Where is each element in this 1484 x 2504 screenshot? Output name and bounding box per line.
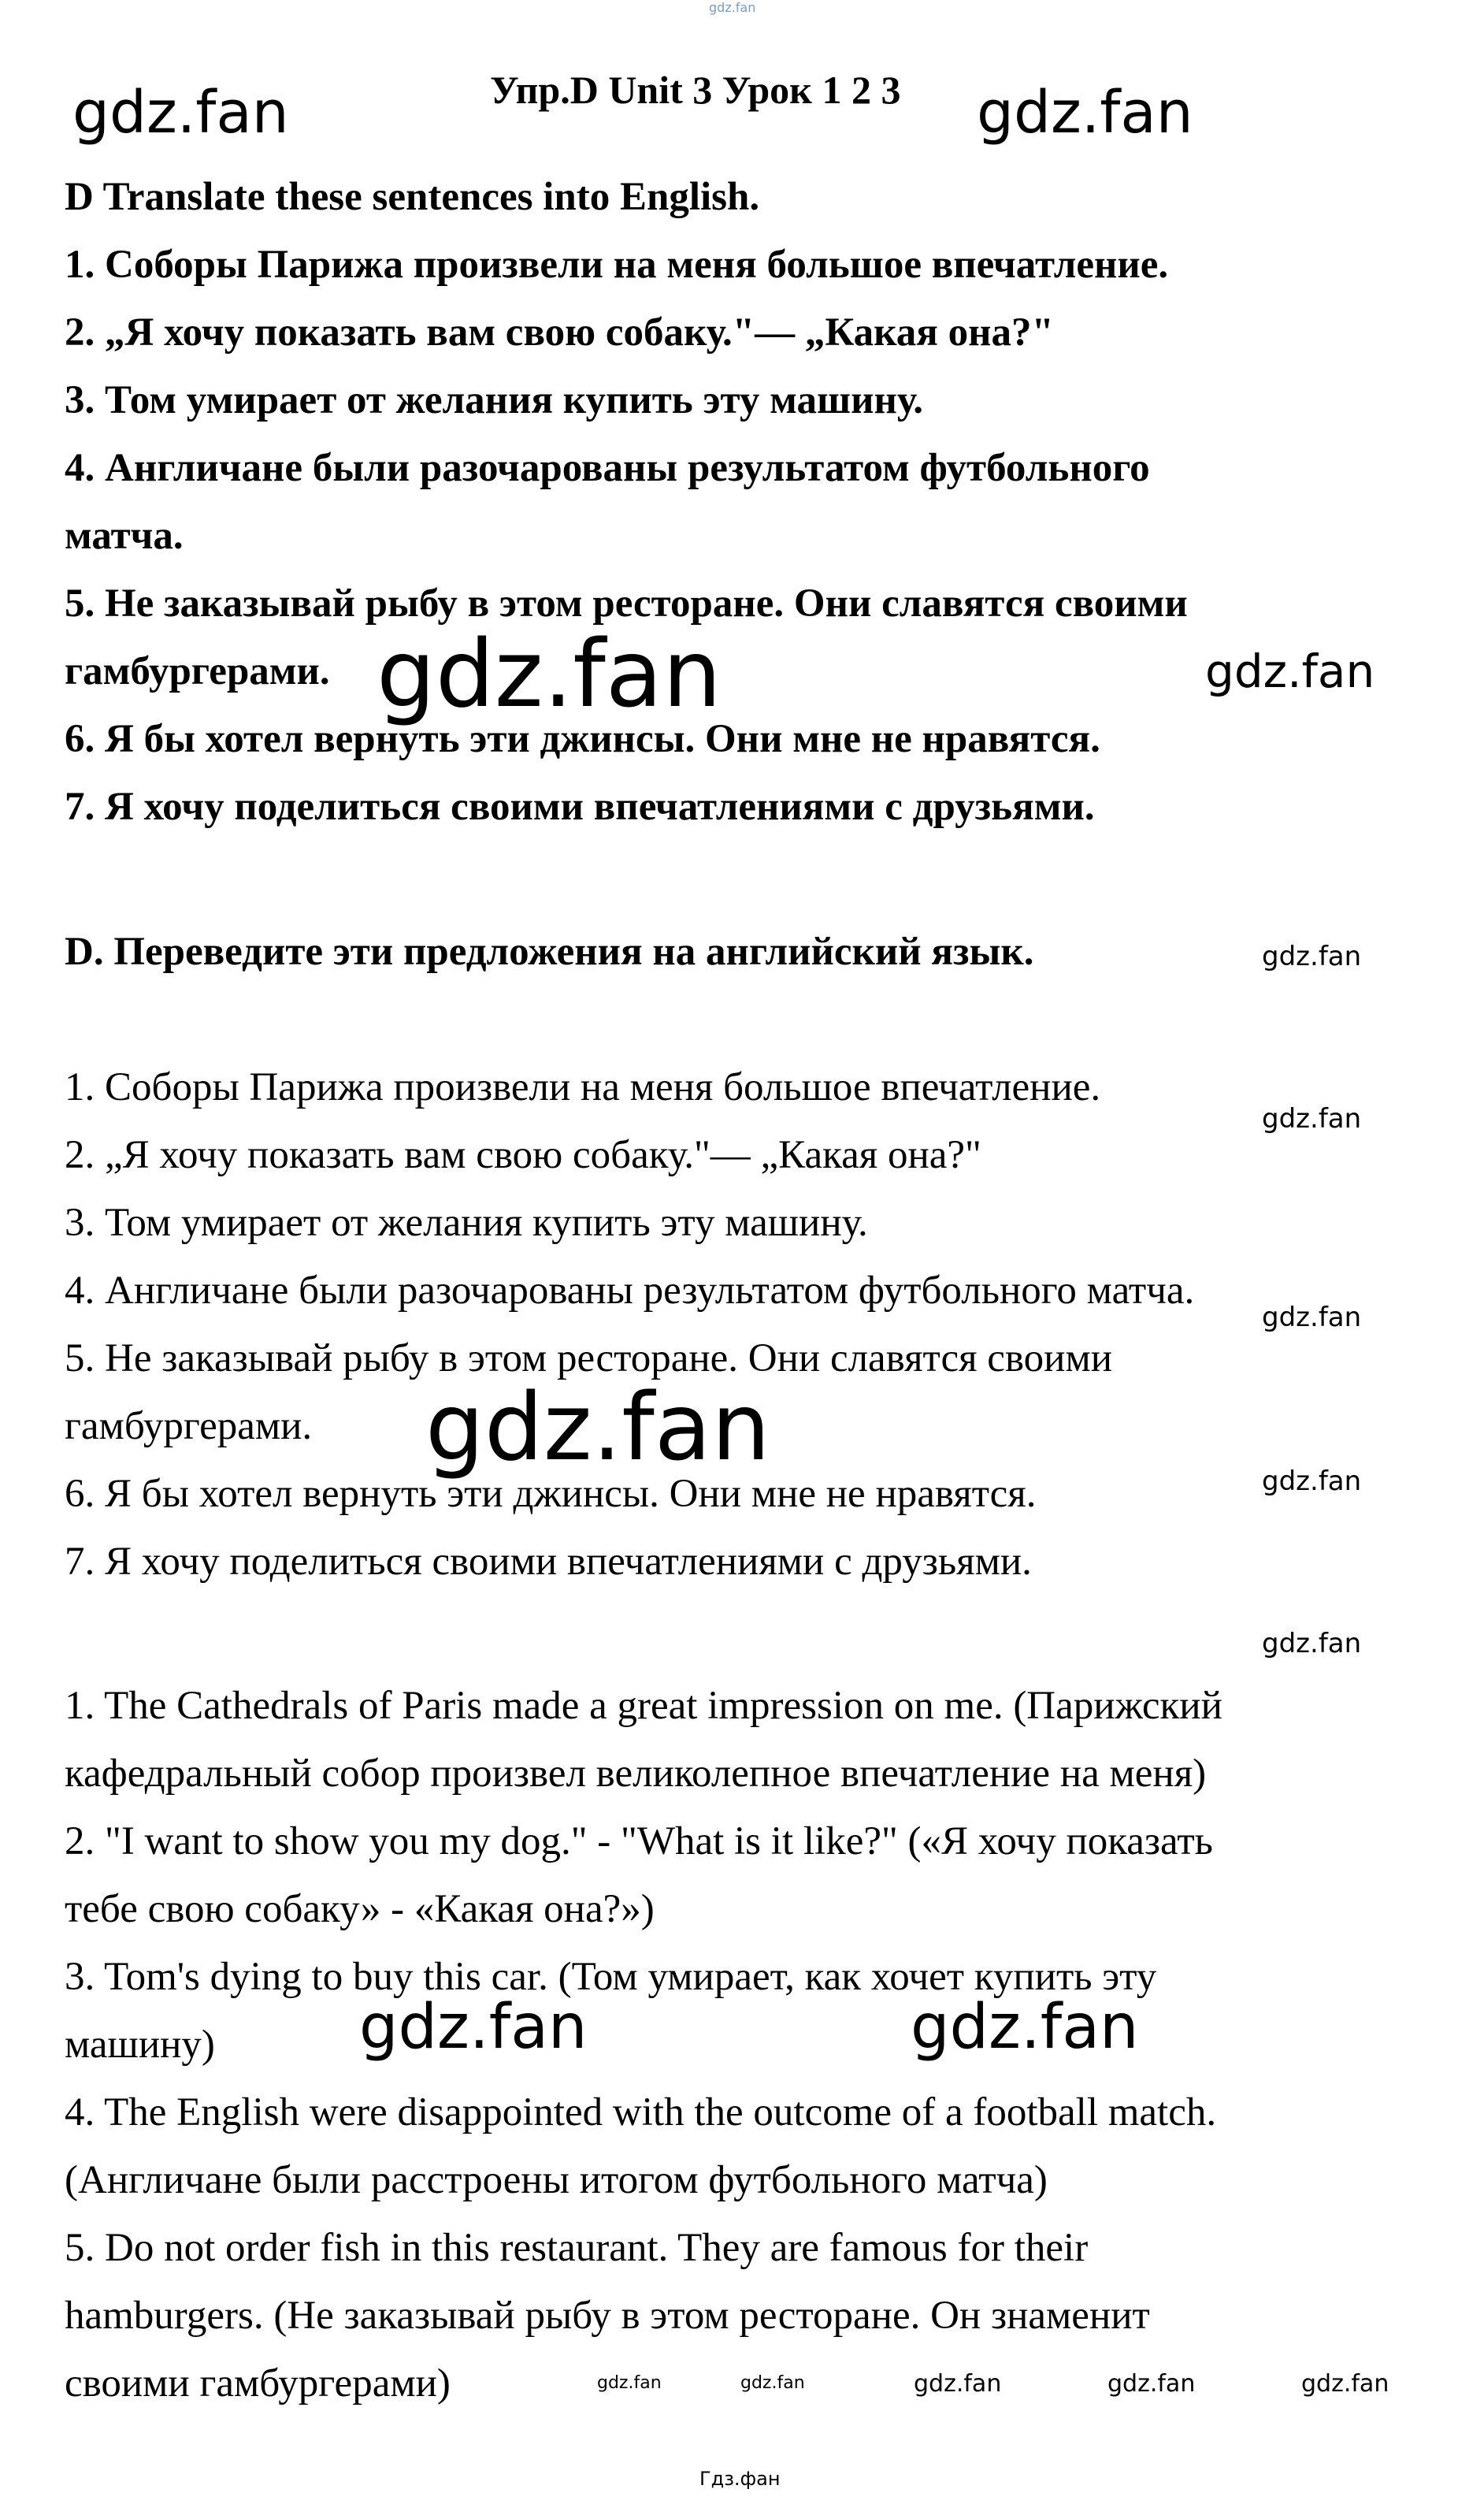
task-en-heading: D Translate these sentences into English. — [65, 175, 760, 219]
task-ru-line: 7. Я хочу поделиться своими впечатлениями с друзьями. — [65, 1540, 1032, 1584]
answer-line: 1. The Cathedrals of Paris made a great impression on me. (Парижский — [65, 1684, 1222, 1728]
watermark: gdz.fan — [597, 2373, 662, 2393]
answer-line: кафедральный собор произвел великолепное впечатление на меня) — [65, 1752, 1207, 1796]
watermark: gdz.fan — [1262, 1628, 1362, 1659]
watermark: gdz.fan — [1262, 941, 1362, 972]
answer-line: 3. Tom's dying to buy this car. (Том умирает, как хочет купить эту — [65, 1955, 1157, 1999]
answer-line: своими гамбургерами) — [65, 2361, 451, 2406]
task-ru-line: гамбургерами. — [65, 1404, 313, 1448]
watermark: gdz.fan — [72, 79, 289, 147]
answer-line: машину) — [65, 2023, 215, 2067]
task-ru-line: 5. Не заказывай рыбу в этом ресторане. Они славятся своими — [65, 1336, 1113, 1380]
task-ru-line: 6. Я бы хотел вернуть эти джинсы. Они мне не нравятся. — [65, 1472, 1037, 1516]
watermark: gdz.fan — [1205, 645, 1375, 698]
watermark: gdz.fan — [377, 619, 722, 728]
watermark: gdz.fan — [1107, 2370, 1196, 2398]
watermark: gdz.fan — [740, 2373, 805, 2393]
watermark: gdz.fan — [1262, 1103, 1362, 1135]
watermark: gdz.fan — [977, 79, 1193, 147]
answer-line: 2. "I want to show you my dog." - "What is it like?" («Я хочу показать — [65, 1819, 1213, 1863]
answer-line: (Англичане были расстроены итогом футбольного матча) — [65, 2158, 1048, 2202]
watermark: gdz.fan — [1262, 1302, 1362, 1333]
watermark: gdz.fan — [914, 2370, 1002, 2398]
task-ru-line: 3. Том умирает от желания купить эту машину. — [65, 1201, 868, 1245]
task-en-line: 7. Я хочу поделиться своими впечатлениями с друзьями. — [65, 785, 1095, 829]
task-en-line: 2. „Я хочу показать вам свою собаку."— „Какая она?" — [65, 310, 1054, 355]
task-en-line: гамбургерами. — [65, 649, 330, 693]
task-ru-line: 4. Англичане были разочарованы результатом футбольного матча. — [65, 1269, 1195, 1313]
task-ru-line: 2. „Я хочу показать вам свою собаку."— „Какая она?" — [65, 1133, 981, 1177]
watermark: gdz.fan — [425, 1373, 770, 1481]
answer-line: 4. The English were disappointed with the outcome of a football match. — [65, 2090, 1217, 2134]
task-ru-heading: D. Переведите эти предложения на английский язык. — [65, 930, 1034, 974]
task-en-line: 5. Не заказывай рыбу в этом ресторане. Они славятся своими — [65, 581, 1188, 626]
task-en-line: 3. Том умирает от желания купить эту машину. — [65, 378, 924, 422]
task-en-line: 6. Я бы хотел вернуть эти джинсы. Они мне не нравятся. — [65, 717, 1100, 761]
watermark: gdz.fan — [911, 1992, 1139, 2063]
watermark: gdz.fan — [359, 1992, 588, 2063]
footer-watermark: Гдз.фан — [699, 2468, 781, 2490]
answer-line: hamburgers. (Не заказывай рыбу в этом ресторане. Он знаменит — [65, 2294, 1150, 2338]
task-ru-line: 1. Соборы Парижа произвели на меня большое впечатление. — [65, 1065, 1101, 1109]
top-tiny-watermark: gdz.fan — [709, 0, 756, 15]
watermark: gdz.fan — [1301, 2370, 1389, 2398]
page-title: Упр.D Unit 3 Урок 1 2 3 — [490, 68, 901, 112]
answer-line: 5. Do not order fish in this restaurant. They are famous for their — [65, 2226, 1089, 2270]
task-en-line: матча. — [65, 514, 184, 558]
task-en-line: 4. Англичане были разочарованы результатом футбольного — [65, 446, 1150, 490]
answer-line: тебе свою собаку» - «Какая она?») — [65, 1887, 655, 1931]
task-en-line: 1. Соборы Парижа произвели на меня большое впечатление. — [65, 243, 1169, 287]
watermark: gdz.fan — [1262, 1466, 1362, 1497]
